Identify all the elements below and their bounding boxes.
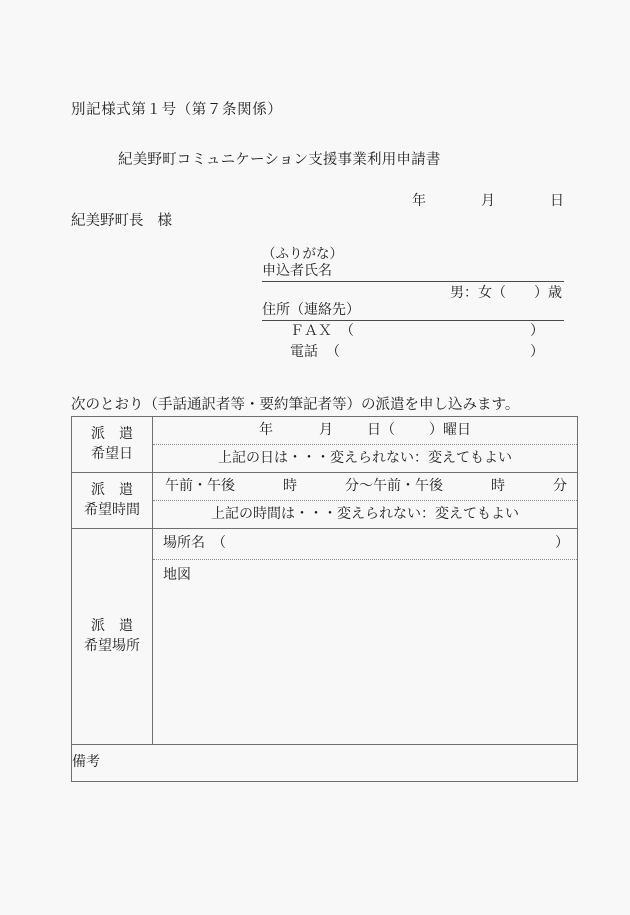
cell-desired-place: [153, 529, 578, 745]
address-field[interactable]: [262, 301, 564, 321]
telephone-label: 電話: [290, 345, 318, 360]
map-field[interactable]: [153, 560, 577, 744]
row-label-desired-date-line2: 希望日: [91, 446, 133, 462]
time-end-minute-label: 分: [553, 479, 567, 494]
fax-open-paren: （: [340, 324, 354, 339]
desired-day-label: 日（: [367, 423, 395, 438]
fax-label: ＦＡＸ: [290, 324, 332, 339]
cell-desired-date: [153, 417, 578, 473]
fax-close-paren: ）: [530, 324, 544, 339]
desired-weekday-label: ）曜日: [429, 423, 471, 438]
table-row-desired-time: [72, 473, 578, 529]
row-label-desired-place-line1: 派 遣: [91, 618, 133, 634]
row-label-desired-date-line1: 派 遣: [91, 426, 133, 442]
telephone-field[interactable]: [262, 342, 564, 363]
desired-weekday-blank[interactable]: [395, 417, 429, 444]
time-end-hour-label: 時: [491, 479, 505, 494]
desired-date-fields[interactable]: [153, 417, 577, 445]
remarks-field[interactable]: [72, 745, 578, 782]
addressee-name: 紀美野町長: [71, 213, 144, 229]
dispatch-request-table: [71, 416, 578, 782]
row-label-desired-place-line2: 希望場所: [84, 638, 140, 654]
form-number: 別記様式第１号（第７条関係）: [71, 102, 283, 118]
time-start-minute-label: 分～午前・午後: [345, 479, 443, 494]
table-row-desired-date: [72, 417, 578, 473]
row-label-desired-time: [72, 473, 153, 529]
table-row-desired-place: [72, 529, 578, 745]
desired-month-blank[interactable]: [333, 417, 367, 444]
place-name-close-paren: ）: [555, 536, 569, 551]
date-month-label: 月: [481, 194, 495, 209]
addressee: [71, 209, 172, 230]
desired-month-label: 月: [319, 423, 333, 438]
lead-sentence: 次のとおり（手話通訳者等・要約筆記者等）の派遣を申し込みます。: [71, 397, 520, 413]
time-start-hour-label: 時: [283, 479, 297, 494]
time-start-ampm-label: 午前・午後: [165, 479, 235, 494]
row-label-desired-place: [72, 529, 153, 745]
addressee-honorific: 様: [157, 213, 172, 229]
desired-year-label: 年: [259, 423, 273, 438]
row-label-desired-date: [72, 417, 153, 473]
table-row-remarks: [72, 745, 578, 782]
place-name-field[interactable]: [153, 529, 577, 560]
page-title: 紀美野町コミュニケーション支援事業利用申請書: [118, 152, 441, 168]
contact-block: [262, 301, 564, 363]
telephone-close-paren: ）: [530, 345, 544, 360]
row-label-desired-time-line1: 派 遣: [91, 482, 133, 498]
remarks-label: 備考: [72, 755, 100, 770]
applicant-name-label: 申込者氏名: [262, 264, 332, 279]
desired-time-note[interactable]: 上記の時間は・・・変えられない：変えてもよい: [211, 507, 519, 522]
telephone-open-paren: （: [326, 345, 340, 360]
row-label-desired-time-line2: 希望時間: [84, 502, 140, 518]
date-year-label: 年: [412, 194, 426, 209]
address-label: 住所（連絡先）: [262, 303, 360, 318]
date-line: [412, 190, 564, 210]
gender-age-field[interactable]: 男：女（ ）歳: [450, 286, 562, 301]
map-label: 地図: [163, 568, 191, 583]
place-name-label: 場所名 （: [163, 536, 226, 551]
fax-field[interactable]: [262, 321, 564, 342]
applicant-block: [262, 245, 564, 303]
date-day-label: 日: [550, 194, 564, 209]
cell-desired-time: [153, 473, 578, 529]
furigana-label: （ふりがな）: [262, 246, 343, 261]
desired-time-fields[interactable]: [153, 473, 577, 501]
desired-year-blank[interactable]: [273, 417, 319, 444]
desired-date-note[interactable]: 上記の日は・・・変えられない：変えてもよい: [218, 451, 512, 466]
applicant-name-field[interactable]: [262, 262, 564, 282]
